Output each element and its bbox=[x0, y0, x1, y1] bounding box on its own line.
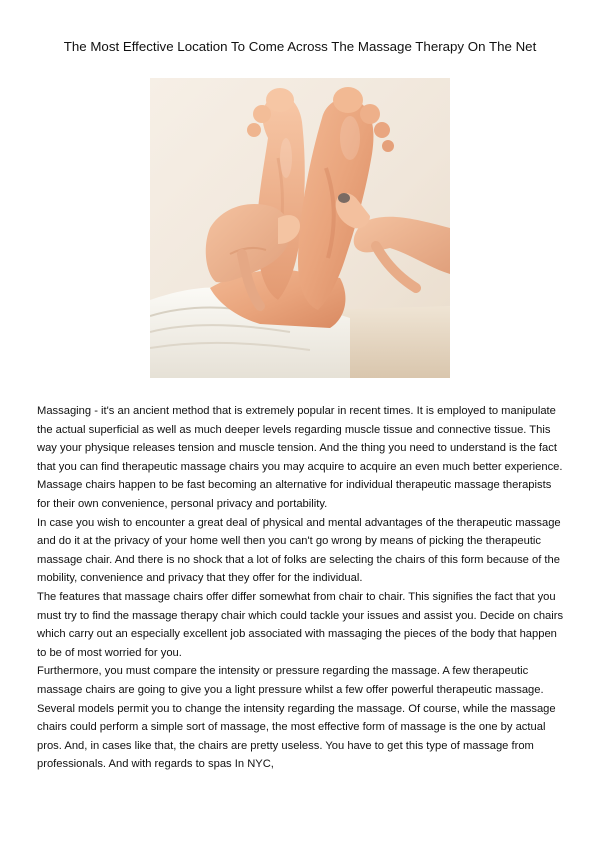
paragraph-2: In case you wish to encounter a great deal of physical and mental advantages of the therapeutic massage and do it at the privacy of your home well then you can't go wrong by means of picking the therapeutic massage chair. And there is no shock that a lot of folks are selecting the chairs of this form because of the mobility, convenience and privacy that they offer for the individual. bbox=[37, 516, 561, 585]
paragraph-3: The features that massage chairs offer differ somewhat from chair to chair. This signifies the fact that you must try to find the massage therapy chair which could tackle your issues and assist you. Decide on chairs which carry out an especially excellent job associated with massaging the pieces of the body that happen to be of most worried for you. bbox=[37, 590, 564, 659]
paragraph-4: Furthermore, you must compare the intensity or pressure regarding the massage. A few therapeutic massage chairs are going to give you a light pressure whilst a few offer powerful therapeutic massage. Several models permit you to change the intensity regarding the massage. Of course, while the massage chairs could perform a simple sort of massage, the most effective form of massage is the one by actual pros. And, in cases like that, the chairs are pretty useless. You have to get this type of massage from professionals. And with regards to spas In NYC, bbox=[37, 665, 556, 771]
article-body bbox=[37, 402, 567, 774]
foot-massage-photo bbox=[150, 78, 450, 378]
paragraph-1: Massaging - it's an ancient method that is extremely popular in recent times. It is employed to manipulate the actual superficial as well as much deeper levels regarding muscle tissue and connective tissue. This way your physique releases tension and muscle tension. And the thing you need to understand is the fact that you can find therapeutic massage chairs you may acquire to acquire an even much better experience. Massage chairs happen to be fast becoming an alternative for individual therapeutic massage therapists for their own convenience, personal privacy and portability. bbox=[37, 405, 563, 510]
page-title: The Most Effective Location To Come Across The Massage Therapy On The Net bbox=[63, 39, 537, 54]
